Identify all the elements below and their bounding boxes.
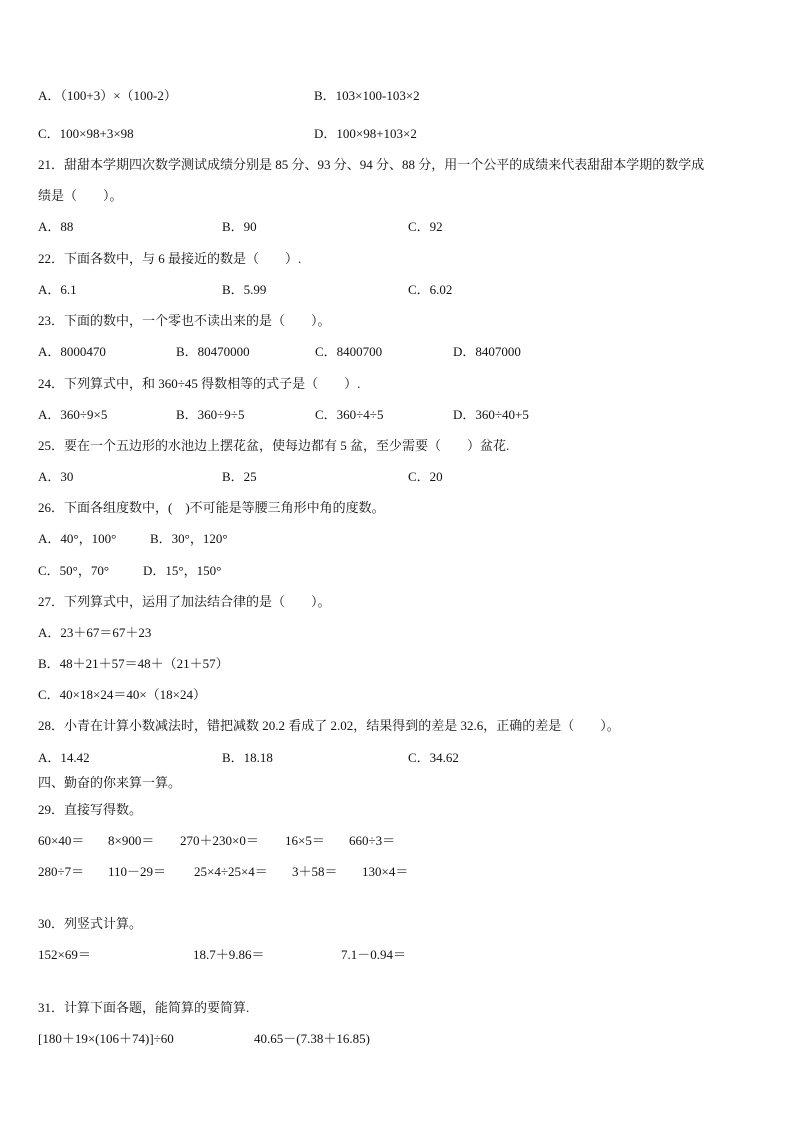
- q24-option-b: B．360÷9÷5: [176, 407, 245, 422]
- q23-option-d: D．8407000: [453, 344, 521, 359]
- q24-stem: 24．下列算式中，和 360÷45 得数相等的式子是（ ）.: [38, 376, 361, 391]
- q21-option-c: C．92: [408, 219, 443, 234]
- q25-stem: 25．要在一个五边形的水池边上摆花盆，使每边都有 5 盆，至少需要（ ）盆花.: [38, 438, 510, 453]
- q31-item1: [180＋19×(106＋74)]÷60: [38, 1031, 174, 1046]
- q25-option-a: A．30: [38, 469, 74, 484]
- q20-option-d: D．100×98+103×2: [314, 126, 417, 141]
- q27-stem: 27．下列算式中，运用了加法结合律的是（ ）。: [38, 594, 331, 609]
- section-heading: 四、勤奋的你来算一算。: [38, 775, 182, 790]
- q22-option-c: C．6.02: [408, 282, 453, 297]
- q23-option-c: C．8400700: [315, 344, 383, 359]
- q21-stem-line1: 21．甜甜本学期四次数学测试成绩分别是 85 分、93 分、94 分、88 分，用一个公平的成绩来代表甜甜本学期的数学成: [38, 157, 705, 172]
- q20-option-a: A．（100+3）×（100-2）: [38, 88, 177, 103]
- q26-stem: 26．下面各组度数中，( )不可能是等腰三角形中角的度数。: [38, 500, 385, 515]
- q29-row2-item3: 25×4÷25×4＝: [194, 864, 268, 879]
- q29-row1-item1: 60×40＝: [38, 833, 85, 848]
- q29-row1-item4: 16×5＝: [285, 833, 325, 848]
- q30-item2: 18.7＋9.86＝: [193, 947, 265, 962]
- q20-option-b: B．103×100-103×2: [314, 88, 420, 103]
- q21-stem-line2: 绩是（ ）。: [38, 188, 123, 203]
- q25-option-b: B．25: [222, 469, 257, 484]
- q29-row2-item4: 3＋58＝: [292, 864, 338, 879]
- q25-option-c: C．20: [408, 469, 443, 484]
- q24-option-c: C．360÷4÷5: [315, 407, 384, 422]
- q20-option-c: C．100×98+3×98: [38, 126, 134, 141]
- q23-option-b: B．80470000: [176, 344, 250, 359]
- q31-item2: 40.65－(7.38＋16.85): [254, 1031, 370, 1046]
- q21-option-b: B．90: [222, 219, 257, 234]
- q29-row2-item2: 110－29＝: [108, 864, 167, 879]
- q30-item1: 152×69＝: [38, 947, 91, 962]
- q27-option-b: B．48＋21＋57＝48＋（21＋57）: [38, 656, 229, 671]
- q26-option-c: C．50°，70°: [38, 563, 110, 578]
- q31-stem: 31．计算下面各题，能简算的要简算.: [38, 1000, 250, 1015]
- q26-option-a: A．40°，100°: [38, 531, 117, 546]
- q29-row1-item3: 270＋230×0＝: [180, 833, 259, 848]
- q22-option-a: A．6.1: [38, 282, 77, 297]
- q22-option-b: B．5.99: [222, 282, 267, 297]
- q23-stem: 23．下面的数中，一个零也不读出来的是（ ）。: [38, 313, 331, 328]
- q28-option-b: B．18.18: [222, 750, 273, 765]
- q29-row2-item5: 130×4＝: [362, 864, 409, 879]
- q29-row1-item2: 8×900＝: [108, 833, 155, 848]
- q24-option-a: A．360÷9×5: [38, 407, 108, 422]
- q28-option-c: C．34.62: [408, 750, 459, 765]
- q28-stem: 28．小青在计算小数减法时，错把减数 20.2 看成了 2.02，结果得到的差是 32.6，正确的差是（ ）。: [38, 718, 620, 733]
- q24-option-d: D．360÷40+5: [453, 407, 529, 422]
- q30-item3: 7.1－0.94＝: [341, 947, 407, 962]
- q28-option-a: A．14.42: [38, 750, 90, 765]
- q27-option-c: C．40×18×24＝40×（18×24）: [38, 687, 206, 702]
- q29-row1-item5: 660÷3＝: [349, 833, 396, 848]
- q21-option-a: A．88: [38, 219, 74, 234]
- q30-stem: 30．列竖式计算。: [38, 916, 143, 931]
- q27-option-a: A．23＋67＝67＋23: [38, 625, 152, 640]
- q26-option-d: D．15°，150°: [143, 563, 222, 578]
- q29-row2-item1: 280÷7＝: [38, 864, 85, 879]
- q22-stem: 22．下面各数中，与 6 最接近的数是（ ）.: [38, 251, 302, 266]
- q23-option-a: A．8000470: [38, 344, 106, 359]
- q29-stem: 29．直接写得数。: [38, 802, 143, 817]
- q26-option-b: B．30°，120°: [150, 531, 228, 546]
